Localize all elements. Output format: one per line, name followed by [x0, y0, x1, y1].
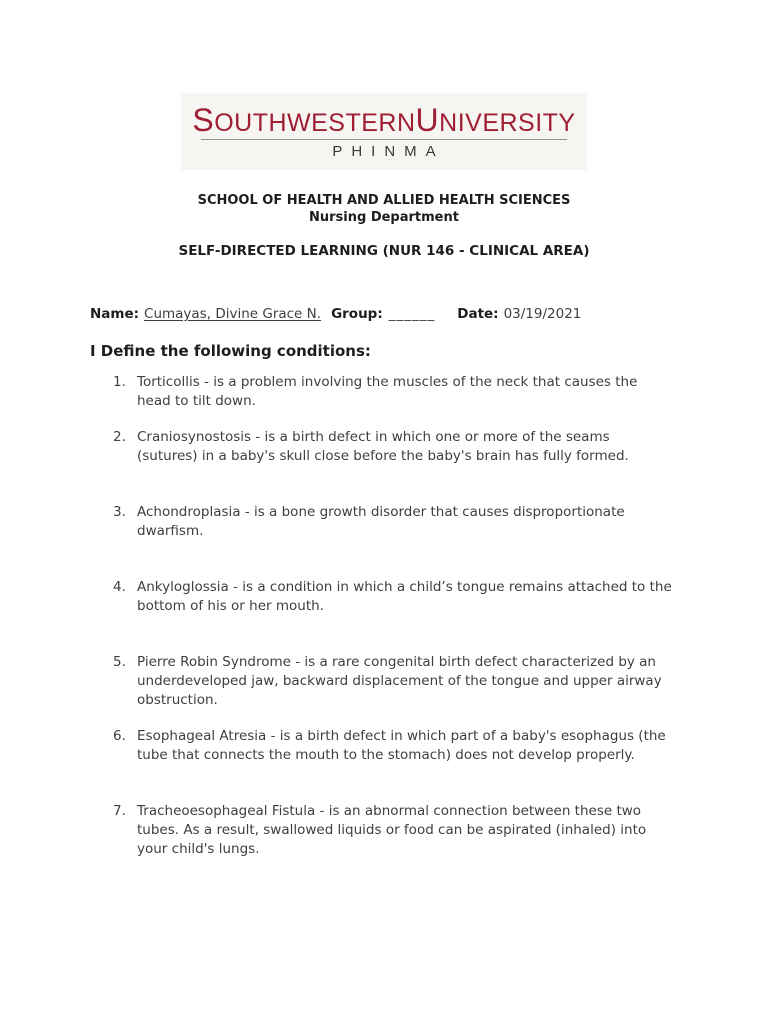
item-text: Pierre Robin Syndrome - is a rare congenital birth defect characterized by an underdeveloped jaw, backward displacement of the tongue and upper airway obstruction. — [137, 654, 662, 708]
list-item — [113, 428, 678, 466]
item-text: Torticollis - is a problem involving the muscles of the neck that causes the head to tilt down. — [137, 374, 638, 409]
list-item — [113, 373, 678, 411]
item-number: 3. — [113, 504, 126, 520]
item-number: 2. — [113, 429, 126, 445]
name-label: Name: — [90, 306, 140, 322]
logo-divider-line — [201, 139, 567, 140]
logo-phinma-text: PHINMA — [332, 142, 445, 160]
item-text: Craniosynostosis - is a birth defect in which one or more of the seams (sutures) in a baby's skull close before the baby's brain has fully formed. — [137, 429, 629, 464]
section-title: I Define the following conditions: — [90, 342, 371, 360]
item-number: 1. — [113, 374, 126, 390]
item-text: Tracheoesophageal Fistula - is an abnormal connection between these two tubes. As a result, swallowed liquids or food can be aspirated (inhaled) into your child's lungs. — [137, 803, 647, 857]
wordmark-initial-u: U — [415, 101, 440, 138]
activity-title: SELF-DIRECTED LEARNING (NUR 146 - CLINICAL AREA) — [178, 243, 590, 259]
item-text: Achondroplasia - is a bone growth disorder that causes disproportionate dwarfism. — [137, 504, 625, 539]
wordmark-university: NIVERSITY — [439, 108, 576, 137]
document-header — [0, 192, 768, 260]
date-value: 03/19/2021 — [503, 306, 582, 322]
list-item — [113, 503, 678, 541]
group-blank: ______ — [388, 306, 436, 322]
wordmark-southwestern: OUTHWESTERN — [214, 108, 416, 137]
name-value: Cumayas, Divine Grace N. — [144, 306, 322, 322]
item-number: 5. — [113, 654, 126, 670]
list-item — [113, 802, 678, 859]
list-item — [113, 653, 678, 710]
student-info-line — [90, 306, 768, 323]
item-number: 4. — [113, 579, 126, 595]
item-number: 7. — [113, 803, 126, 819]
school-title: SCHOOL OF HEALTH AND ALLIED HEALTH SCIENCES — [197, 193, 571, 208]
item-number: 6. — [113, 728, 126, 744]
list-item — [113, 578, 678, 616]
list-item — [113, 727, 678, 765]
university-logo — [181, 93, 587, 170]
definitions-list — [113, 373, 678, 859]
department-title: Nursing Department — [309, 210, 459, 225]
wordmark-initial-s: S — [192, 101, 215, 138]
item-text: Ankyloglossia - is a condition in which a child’s tongue remains attached to the bottom of his or her mouth. — [137, 579, 672, 614]
item-text: Esophageal Atresia - is a birth defect in which part of a baby's esophagus (the tube that connects the mouth to the stomach) does not develop properly. — [137, 728, 666, 763]
group-label: Group: — [331, 306, 383, 322]
university-wordmark — [192, 101, 576, 138]
date-label: Date: — [457, 306, 499, 322]
